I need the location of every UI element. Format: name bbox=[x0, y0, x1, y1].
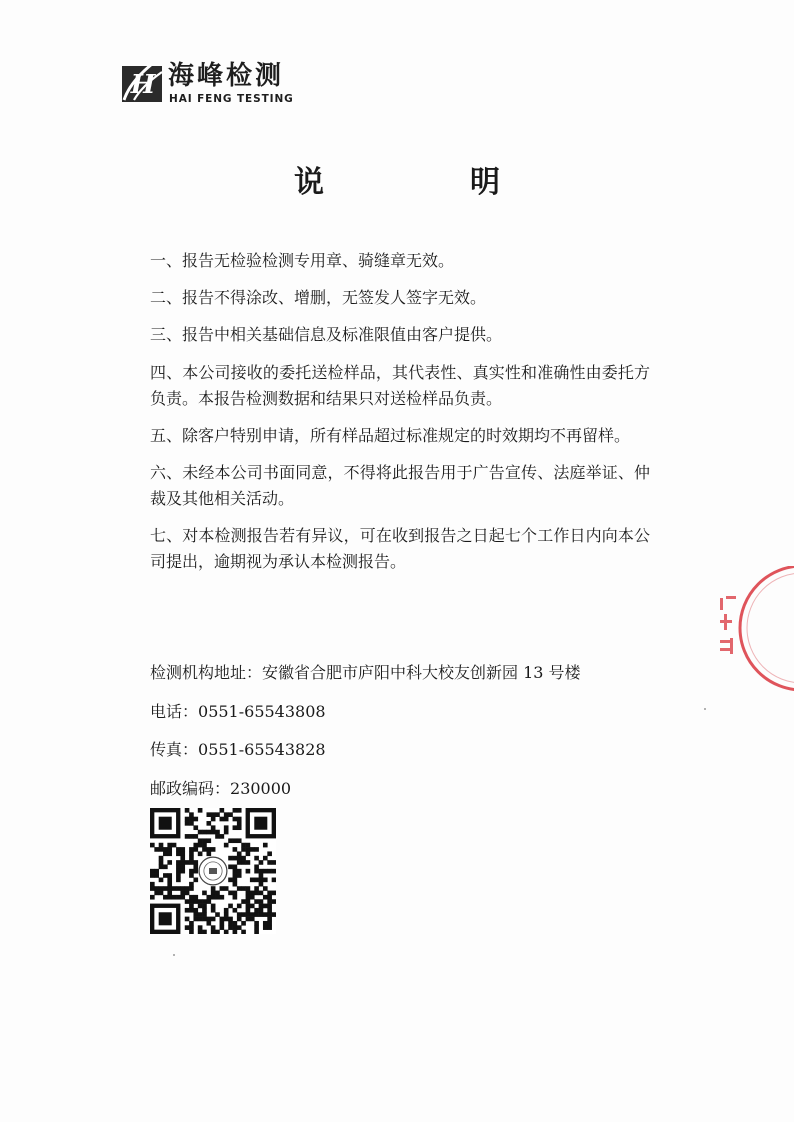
fax-line bbox=[150, 737, 670, 763]
phone-line bbox=[150, 699, 670, 725]
note-item: 一、报告无检验检测专用章、骑缝章无效。 bbox=[150, 251, 455, 270]
phone-value: 0551-65543808 bbox=[198, 701, 326, 721]
note-item: 四、本公司接收的委托送检样品，其代表性、真实性和准确性由委托方负责。本报告检测数据和结果只对送检样品负责。 bbox=[150, 362, 650, 408]
note-item: 七、对本检测报告若有异议，可在收到报告之日起七个工作日内向本公司提出，逾期视为承认本检测报告。 bbox=[150, 526, 650, 572]
address-label: 检测机构地址： bbox=[150, 663, 263, 682]
logo-name-cn: 海峰检测 bbox=[168, 61, 285, 91]
qr-code-icon[interactable] bbox=[150, 808, 276, 934]
note-item: 六、未经本公司书面同意，不得将此报告用于广告宣传、法庭举证、仲裁及其他相关活动。 bbox=[150, 462, 650, 508]
company-logo bbox=[120, 60, 294, 110]
notes-list bbox=[150, 248, 650, 586]
postcode-line bbox=[150, 776, 670, 802]
logo-h-icon bbox=[120, 60, 166, 106]
contact-info bbox=[150, 660, 670, 814]
phone-label: 电话： bbox=[150, 701, 199, 721]
svg-text:H: H bbox=[130, 70, 156, 100]
page-title: 说 明 bbox=[294, 165, 558, 200]
scan-speck bbox=[173, 954, 175, 956]
red-seal-icon bbox=[690, 566, 794, 696]
postcode-label: 邮政编码： bbox=[150, 778, 231, 798]
postcode-value: 230000 bbox=[230, 778, 292, 798]
qr-code-graphic bbox=[150, 808, 276, 934]
note-item: 二、报告不得涂改、增删，无签发人签字无效。 bbox=[150, 288, 487, 308]
logo-name-en: HAI FENG TESTING bbox=[169, 93, 294, 105]
address-value: 安徽省合肥市庐阳中科大校友创新园 13 号楼 bbox=[262, 663, 581, 682]
note-item: 三、报告中相关基础信息及标准限值由客户提供。 bbox=[150, 325, 503, 345]
scan-speck bbox=[704, 708, 706, 710]
fax-value: 0551-65543828 bbox=[198, 740, 326, 759]
fax-label: 传真： bbox=[150, 740, 199, 759]
address-line bbox=[150, 660, 670, 686]
note-item: 五、除客户特别申请，所有样品超过标准规定的时效期均不再留样。 bbox=[150, 425, 631, 445]
